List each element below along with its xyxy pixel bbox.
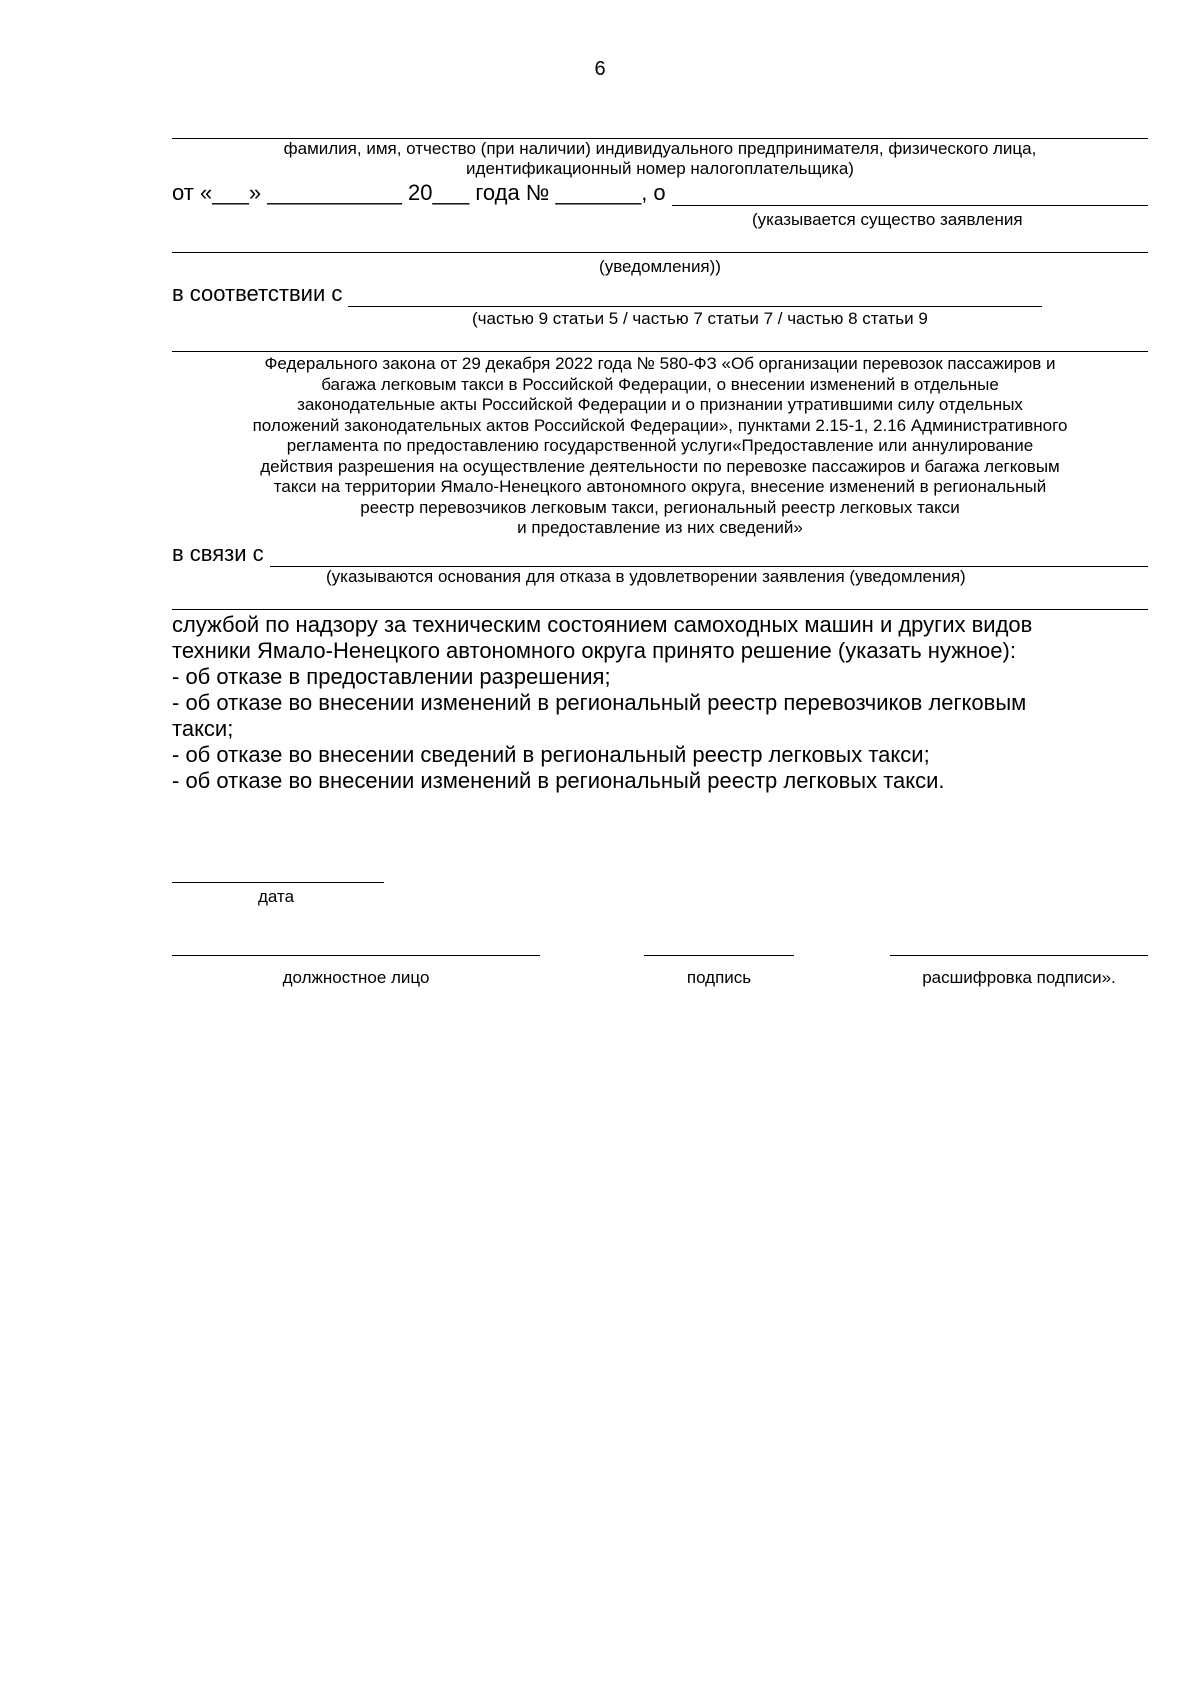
grounds-line[interactable] bbox=[270, 546, 1148, 567]
signature-line[interactable] bbox=[644, 955, 794, 956]
decision-line: службой по надзору за техническим состоянием самоходных машин и других видов bbox=[172, 611, 1033, 637]
hint-notice: (уведомления)) bbox=[599, 257, 721, 276]
law-text-line: действия разрешения на осуществление деятельности по перевозке пассажиров и багажа легковым bbox=[260, 456, 1060, 476]
compliance-line[interactable] bbox=[348, 286, 1042, 307]
signature-block bbox=[172, 955, 1148, 1015]
quote-close: » bbox=[248, 180, 262, 205]
relation-row bbox=[172, 541, 1148, 567]
page-number: 6 bbox=[594, 58, 606, 80]
official-column bbox=[172, 955, 540, 988]
date-line[interactable] bbox=[172, 882, 384, 883]
hint-applicant-2: идентификационный номер налогоплательщика) bbox=[466, 159, 854, 178]
law-text-line: законодательные акты Российской Федерации и о признании утратившими силу отдельных bbox=[297, 395, 1023, 414]
compliance-line-2[interactable] bbox=[172, 351, 1148, 352]
law-text-line: багажа легковым такси в Российской Федерации, о внесении изменений в отдельные bbox=[321, 374, 999, 394]
hint-applicant: фамилия, имя, отчество (при наличии) индивидуального предпринимателя, физического лица, bbox=[283, 139, 1037, 158]
hint-essence: (указывается существо заявления bbox=[752, 210, 1023, 229]
decision-option: - об отказе во внесении изменений в региональный реестр перевозчиков легковым bbox=[172, 689, 1027, 715]
law-text-line: такси на территории Ямало-Ненецкого автономного округа, внесение изменений в региональный bbox=[273, 477, 1047, 496]
date-from-label: от « bbox=[172, 180, 213, 205]
decoding-caption: расшифровка подписи». bbox=[922, 968, 1116, 987]
law-text-line: и предоставление из них сведений» bbox=[517, 518, 803, 537]
decision-line: техники Ямало-Ненецкого автономного округа принято решение (указать нужное): bbox=[172, 637, 1016, 663]
law-text bbox=[172, 354, 1148, 539]
decoding-column bbox=[890, 955, 1148, 988]
decision-option-cont: такси; bbox=[172, 715, 234, 741]
official-caption: должностное лицо bbox=[282, 968, 430, 987]
year-blank[interactable]: ___ bbox=[432, 180, 470, 205]
decision-option: - об отказе во внесении сведений в региональный реестр легковых такси; bbox=[172, 741, 930, 767]
essence-line[interactable] bbox=[672, 185, 1148, 206]
date-row bbox=[172, 180, 1148, 206]
law-text-line: положений законодательных актов Российской Федерации», пунктами 2.15-1, 2.16 Административного bbox=[252, 415, 1068, 435]
date-caption: дата bbox=[258, 887, 295, 906]
hint-parts: (частью 9 статьи 5 / частью 7 статьи 7 / частью 8 статьи 9 bbox=[472, 309, 928, 328]
essence-line-2[interactable] bbox=[172, 252, 1148, 253]
year-prefix: 20 bbox=[408, 180, 433, 205]
hint-grounds: (указываются основания для отказа в удовлетворении заявления (уведомления) bbox=[326, 566, 966, 586]
date-block bbox=[172, 882, 384, 907]
decision-option: - об отказе в предоставлении разрешения; bbox=[172, 663, 611, 689]
decision-option: - об отказе во внесении изменений в региональный реестр легковых такси. bbox=[172, 767, 945, 793]
day-blank[interactable]: ___ bbox=[212, 180, 249, 205]
relation-label: в связи с bbox=[172, 540, 264, 566]
law-text-line: регламента по предоставлению государственной услуги«Предоставление или аннулирование bbox=[286, 436, 1034, 455]
month-blank[interactable]: ___________ bbox=[267, 180, 402, 205]
year-suffix-number-label: года № bbox=[475, 180, 550, 205]
compliance-label: в соответствии с bbox=[172, 281, 343, 306]
signature-column bbox=[644, 955, 794, 988]
decoding-line[interactable] bbox=[890, 955, 1148, 956]
signature-caption: подпись bbox=[686, 968, 752, 987]
law-text-line: Федерального закона от 29 декабря 2022 года № 580-ФЗ «Об организации перевозок пассажиров и bbox=[264, 354, 1056, 373]
law-text-line: реестр перевозчиков легковым такси, региональный реестр легковых такси bbox=[360, 497, 960, 517]
about-label: , о bbox=[641, 180, 666, 205]
number-blank[interactable]: _______ bbox=[555, 180, 642, 205]
grounds-line-2[interactable] bbox=[172, 609, 1148, 610]
compliance-row bbox=[172, 281, 1148, 307]
official-line[interactable] bbox=[172, 955, 540, 956]
document-body bbox=[172, 138, 1148, 794]
decision-text bbox=[172, 612, 1148, 794]
